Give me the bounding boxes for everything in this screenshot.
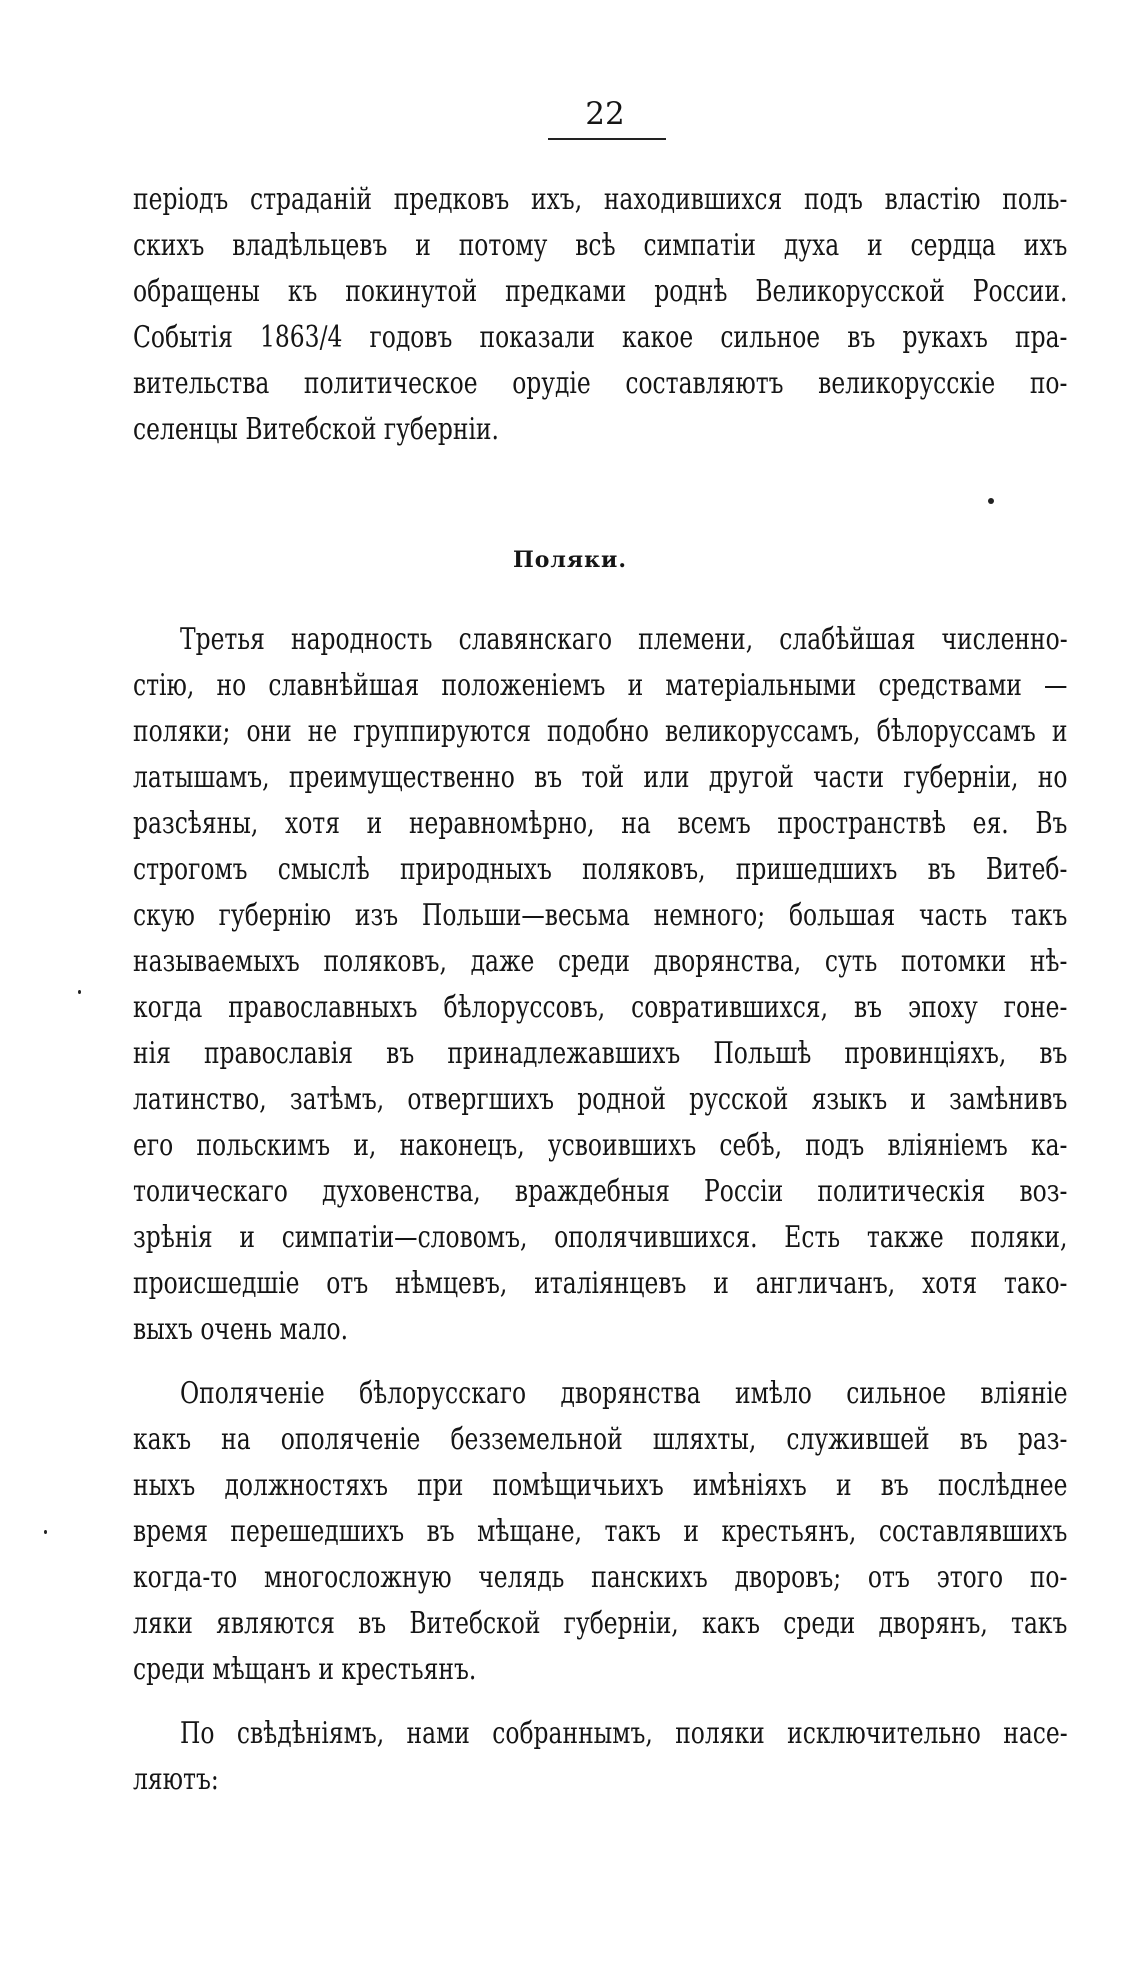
text-line: ныхъ должностяхъ при помѣщичьихъ имѣніяхъ и въ послѣднее [133,1468,1068,1503]
print-speck [44,1530,47,1534]
text-line: его польскимъ и, наконецъ, усвоившихъ себѣ, подъ вліяніемъ ка- [133,1128,1068,1163]
text-line: скую губернію изъ Польши—весьма немного; большая часть такъ [133,898,1068,933]
text-line: какъ на ополяченіе безземельной шляхты, служившей въ раз- [133,1422,1068,1457]
text-line: Третья народность славянскаго племени, слабѣйшая численно- [180,622,1068,657]
text-line: латинство, затѣмъ, отвергшихъ родной русской языкъ и замѣнивъ [133,1082,1068,1117]
text-line: скихъ владѣльцевъ и потому всѣ симпатіи духа и сердца ихъ [133,228,1068,263]
print-speck [78,990,81,994]
text-line: стію, но славнѣйшая положеніемъ и матеріальными средствами — [133,668,1068,703]
text-line: По свѣдѣніямъ, нами собраннымъ, поляки исключительно насе- [180,1716,1068,1751]
text-line: поляки; они не группируются подобно великоруссамъ, бѣлоруссамъ и [133,714,1068,749]
text-line: разсѣяны, хотя и неравномѣрно, на всемъ пространствѣ ея. Въ [133,806,1068,841]
text-line: зрѣнія и симпатіи—словомъ, ополячившихся. Есть также поляки, [133,1220,1068,1255]
text-line: среди мѣщанъ и крестьянъ. [133,1652,477,1687]
text-line: Событія 1863/4 годовъ показали какое сильное въ рукахъ пра- [133,320,1068,355]
text-line: происшедшіе отъ нѣмцевъ, италіянцевъ и англичанъ, хотя тако- [133,1266,1068,1301]
text-line: когда православныхъ бѣлоруссовъ, совратившихся, въ эпоху гоне- [133,990,1068,1025]
print-speck [988,498,994,504]
text-line: Ополяченіе бѣлорусскаго дворянства имѣло сильное вліяніе [180,1376,1068,1411]
text-line: ляютъ: [133,1762,219,1797]
text-line: вительства политическое орудіе составляютъ великорусскіе по- [133,366,1068,401]
text-line: толическаго духовенства, враждебныя Россіи политическія воз- [133,1174,1068,1209]
text-line: строгомъ смыслѣ природныхъ поляковъ, пришедшихъ въ Витеб- [133,852,1068,887]
text-line: латышамъ, преимущественно въ той или другой части губерніи, но [133,760,1068,795]
text-line: періодъ страданій предковъ ихъ, находившихся подъ властію поль- [133,182,1068,217]
text-line: выхъ очень мало. [133,1312,349,1347]
text-line: селенцы Витебской губерніи. [133,412,499,447]
text-line: обращены къ покинутой предками роднѣ Великорусской России. [133,274,1068,309]
text-line: называемыхъ поляковъ, даже среди дворянства, суть потомки нѣ- [133,944,1068,979]
section-heading: Поляки. [512,547,628,573]
text-line: время перешедшихъ въ мѣщане, такъ и крестьянъ, составлявшихъ [133,1514,1068,1549]
text-line: нія православія въ принадлежавшихъ Польшѣ провинціяхъ, въ [133,1036,1068,1071]
text-line: ляки являются въ Витебской губерніи, какъ среди дворянъ, такъ [133,1606,1068,1641]
page-number: 22 [585,96,625,132]
page-number-rule [548,138,666,140]
text-line: когда-то многосложную челядь панскихъ дворовъ; отъ этого по- [133,1560,1068,1595]
